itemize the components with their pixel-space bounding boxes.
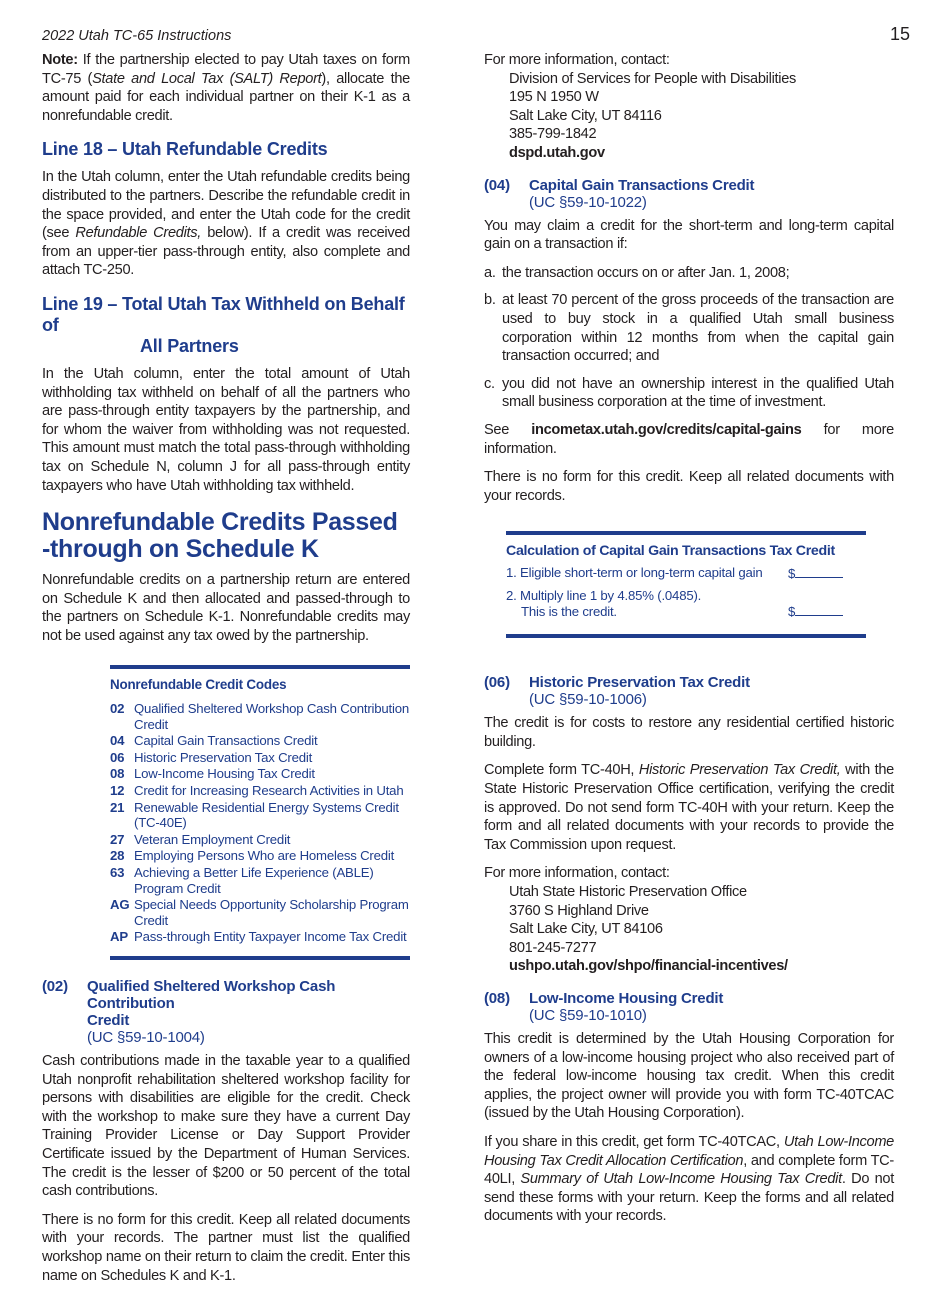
note-paragraph [42, 51, 410, 125]
credit08-number: (08) [484, 990, 510, 1007]
credit06-paragraph1 [484, 714, 894, 751]
credit-codes-content [110, 669, 410, 956]
calc-line1-amount-field[interactable] [788, 565, 846, 582]
credit-code: 21 [110, 799, 125, 815]
credit-code-item [110, 750, 410, 766]
box-bottom-rule [110, 956, 410, 960]
contact-shpo [484, 864, 894, 976]
italic-text: Refundable Credits, [75, 225, 202, 242]
list-text: you did not have an ownership interest in the qualified Utah small business corporation at the time of investment. [502, 375, 894, 411]
credit-code-item [110, 865, 410, 896]
credit06-number: (06) [484, 674, 510, 692]
contact-line: 3760 S Highland Drive [509, 902, 649, 919]
contact-line: Utah State Historic Preservation Office [509, 884, 747, 901]
list-text: the transaction occurs on or after Jan. 1, 2008; [502, 264, 790, 281]
credit04-paragraph1 [484, 217, 894, 254]
website-link[interactable]: incometax.utah.gov/credits/capital-gains [531, 421, 802, 438]
credit04-paragraph2 [484, 468, 894, 505]
text-segment: This credit is determined by the Utah Housing Corporation for owners of a low-income housing project who also received part of the federal low-income housing tax credit. When this credit applies, the project owner will provide you with form TC-40TCAC (issued by the Utah Housing Corporation). [484, 1031, 894, 1122]
credit-code: AG [110, 897, 130, 913]
section-heading-line1: Nonrefundable Credits Passed [42, 508, 398, 537]
text-segment: In the Utah column, enter the total amount of Utah withholding tax withheld on behalf of all the partners who are pass-through entity taxpayers by the partnership, and for whom the waiver from withholding was not requested. This amount must match the total pass-through withholding tax on Schedule N, column J for all pass-through entity taxpayers who have Utah withholding tax withheld. [42, 365, 410, 494]
credit04-see-more [484, 421, 894, 458]
line18-paragraph [42, 168, 410, 280]
line18-heading: Line 18 – Utah Refundable Credits [42, 139, 328, 160]
credit-code: 08 [110, 766, 125, 782]
calculation-box [506, 531, 866, 638]
italic-text: Utah Low-Income Housing Tax Credit Allocation Certification [484, 1133, 894, 1169]
credit-code-label: Veteran Employment Credit [134, 831, 291, 847]
credit-code-label: Qualified Sheltered Workshop Cash Contribution Credit [134, 701, 409, 732]
credit-code-item [110, 766, 410, 782]
running-header: 2022 Utah TC-65 Instructions [42, 28, 232, 44]
list-letter: a. [484, 264, 496, 281]
calculation-content [506, 535, 866, 634]
contact-line: 195 N 1950 W [509, 89, 599, 106]
list-item [484, 291, 894, 365]
calc-title: Calculation of Capital Gain Transactions Tax Credit [506, 543, 835, 560]
calc-line1 [506, 565, 846, 582]
text-segment: You may claim a credit for the short-term and long-term capital gain on a transaction if: [484, 217, 894, 253]
text-segment: There is no form for this credit. Keep all related documents with your records. The partner must list the qualified workshop name on their return to claim the credit. Enter this name on Schedules K and K-1. [42, 1211, 410, 1284]
credit-code-label: Employing Persons Who are Homeless Credit [134, 848, 395, 864]
codes-list [110, 701, 410, 945]
credit02-statute: (UC §59-10-1004) [87, 1028, 205, 1046]
credit02-title [87, 978, 410, 1029]
text-segment: , and complete form TC-40LI, [484, 1152, 894, 1188]
text-segment: . Do not send these forms with your return. Keep the forms and all related documents with your records. [484, 1171, 894, 1225]
calc-line2 [506, 588, 846, 620]
credit-code-item [110, 800, 410, 831]
credit-code-label: Renewable Residential Energy Systems Credit (TC-40E) [134, 799, 399, 831]
credit-code-item [110, 701, 410, 732]
credit-code-item [110, 783, 410, 799]
left-column [42, 51, 410, 1295]
credit04-title: Capital Gain Transactions Credit [529, 176, 755, 194]
list-letter: b. [484, 292, 496, 309]
calc-line2-sublabel: This is the credit. [521, 604, 617, 620]
contact-line: Salt Lake City, UT 84106 [509, 921, 663, 938]
credit04-conditions-list [484, 264, 894, 412]
text-segment: Cash contributions made in the taxable year to a qualified Utah nonprofit rehabilitation sheltered workshop facility for persons with disabilities are eligible for the credit. Check with the workshop to make sure they have a current Day Training Provider License or Day Support Provider Certificate issued by the Department of Human Services. The credit is the lesser of $200 or 50 percent of the total cash contributions. [42, 1052, 410, 1200]
credit-code-label: Historic Preservation Tax Credit [134, 749, 313, 765]
section-paragraph [42, 571, 410, 645]
credit02-paragraph1 [42, 1052, 410, 1201]
credit02-title-line2: Credit [87, 1011, 130, 1029]
text-segment: Nonrefundable credits on a partnership return are entered on Schedule K and then allocated and passed-through to the partners on Schedule K-1. Nonrefundable credits may not be used against any tax owed by the partnership. [42, 572, 410, 644]
credit-code-item [110, 832, 410, 848]
credit08-paragraph2 [484, 1133, 894, 1226]
contact-lines [484, 70, 894, 144]
bold-text: Note: [42, 52, 78, 68]
credit08-paragraph1 [484, 1030, 894, 1123]
page-number: 15 [890, 24, 911, 44]
credit-code: 04 [110, 733, 125, 749]
shpo-website-link[interactable]: ushpo.utah.gov/shpo/financial-incentives/ [509, 958, 788, 975]
credit-code: 27 [110, 831, 125, 847]
credit06-heading [484, 674, 894, 708]
credit02-number: (02) [42, 977, 68, 995]
credit08-title: Low-Income Housing Credit [529, 990, 724, 1007]
credit-code-label: Low-Income Housing Tax Credit [134, 766, 315, 782]
contact-line: Division of Services for People with Disabilities [509, 70, 797, 87]
credit-code: 28 [110, 848, 125, 864]
italic-text: Summary of Utah Low-Income Housing Tax Credit [520, 1171, 842, 1188]
text-segment: for more information. [484, 421, 894, 457]
text-segment: below). If a credit was received from an upper-tier pass-through entity, also complete and attach TC-250. [42, 225, 410, 279]
text-segment: In the Utah column, enter the Utah refundable credits being distributed to the partners. Describe the refundable credit in the space provided, and enter the Utah code for the credit (see [42, 169, 410, 242]
contact-line: 801-245-7277 [509, 939, 597, 956]
section-heading [42, 509, 410, 563]
credit08-statute: (UC §59-10-1010) [529, 1007, 647, 1024]
contact-line: Salt Lake City, UT 84116 [509, 107, 662, 124]
credit02-paragraph2 [42, 1211, 410, 1285]
credit08-heading [484, 990, 894, 1024]
line19-heading [42, 294, 410, 357]
text-segment: See [484, 421, 532, 438]
currency-symbol: $ [788, 604, 796, 620]
text-segment: If you share in this credit, get form TC-40TCAC, [484, 1133, 784, 1150]
credit-code-item [110, 733, 410, 749]
credit-codes-box [110, 665, 410, 960]
calc-line2-label: 2. Multiply line 1 by 4.85% (.0485). [506, 588, 702, 604]
credit04-number: (04) [484, 176, 510, 194]
text-segment: If the partnership elected to pay Utah taxes on form TC-75 ( [42, 52, 410, 87]
credit04-heading [484, 177, 894, 211]
credit06-title: Historic Preservation Tax Credit [529, 674, 750, 692]
contact-dspd [484, 51, 894, 163]
credit-code-label: Achieving a Better Life Experience (ABLE) Program Credit [134, 865, 374, 896]
italic-text: State and Local Tax (SALT) Report [92, 70, 322, 87]
credit-code: 12 [110, 783, 125, 799]
credit-code: 63 [110, 865, 125, 880]
credit04-statute: (UC §59-10-1022) [529, 193, 647, 211]
credit-code-label: Special Needs Opportunity Scholarship Program Credit [134, 897, 409, 928]
contact-line: 385-799-1842 [509, 126, 597, 143]
currency-symbol: $ [788, 566, 796, 582]
credit-code: 06 [110, 749, 125, 765]
line19-heading-line2: All Partners [140, 335, 239, 356]
list-item [484, 264, 894, 283]
text-segment: with the State Historic Preservation Office certification, verifying the credit is approved. Do not send form TC-40H with your return. Keep the form and all related documents with your records to provide the Tax Commission upon request. [484, 762, 894, 853]
credit-code-item [110, 929, 410, 945]
italic-text: Historic Preservation Tax Credit, [638, 762, 841, 779]
text-segment: ), allocate the amount paid for each individual partner on their K-1 as a nonrefundable credit. [42, 70, 410, 124]
right-column [484, 51, 894, 1236]
credit-code: 02 [110, 701, 125, 717]
text-segment: Complete form TC-40H, [484, 762, 639, 779]
credit-code-label: Capital Gain Transactions Credit [134, 733, 318, 749]
credit-code-item [110, 897, 410, 928]
credit02-title-line1: Qualified Sheltered Workshop Cash Contribution [87, 977, 336, 1012]
list-letter: c. [484, 375, 495, 392]
contact-intro: For more information, contact: [484, 865, 670, 882]
dspd-website-link[interactable]: dspd.utah.gov [509, 144, 605, 161]
credit06-statute: (UC §59-10-1006) [529, 691, 647, 709]
calc-line1-label: 1. Eligible short-term or long-term capital gain [506, 565, 763, 581]
list-item [484, 375, 894, 412]
credit02-heading [42, 978, 410, 1046]
credit-code: AP [110, 929, 128, 945]
credit-code-item [110, 848, 410, 864]
credit06-paragraph2 [484, 761, 894, 854]
codes-title: Nonrefundable Credit Codes [110, 677, 287, 693]
text-segment: There is no form for this credit. Keep all related documents with your records. [484, 469, 894, 504]
section-heading-line2: -through on Schedule K [42, 535, 319, 564]
credit-code-label: Pass-through Entity Taxpayer Income Tax Credit [134, 929, 407, 945]
credit-code-label: Credit for Increasing Research Activities in Utah [134, 783, 404, 799]
calc-line2-amount-field[interactable] [788, 603, 846, 620]
list-text: at least 70 percent of the gross proceeds of the transaction are used to buy stock in a qualified Utah small business corporation within 12 months from when the capital gain transaction occurred; and [502, 292, 894, 365]
line19-heading-line1: Line 19 – Total Utah Tax Withheld on Behalf of [42, 293, 405, 335]
text-segment: The credit is for costs to restore any residential certified historic building. [484, 715, 894, 750]
line19-paragraph [42, 365, 410, 495]
calc-box-bottom-rule [506, 634, 866, 638]
contact-lines [484, 883, 894, 957]
contact-intro: For more information, contact: [484, 52, 670, 68]
